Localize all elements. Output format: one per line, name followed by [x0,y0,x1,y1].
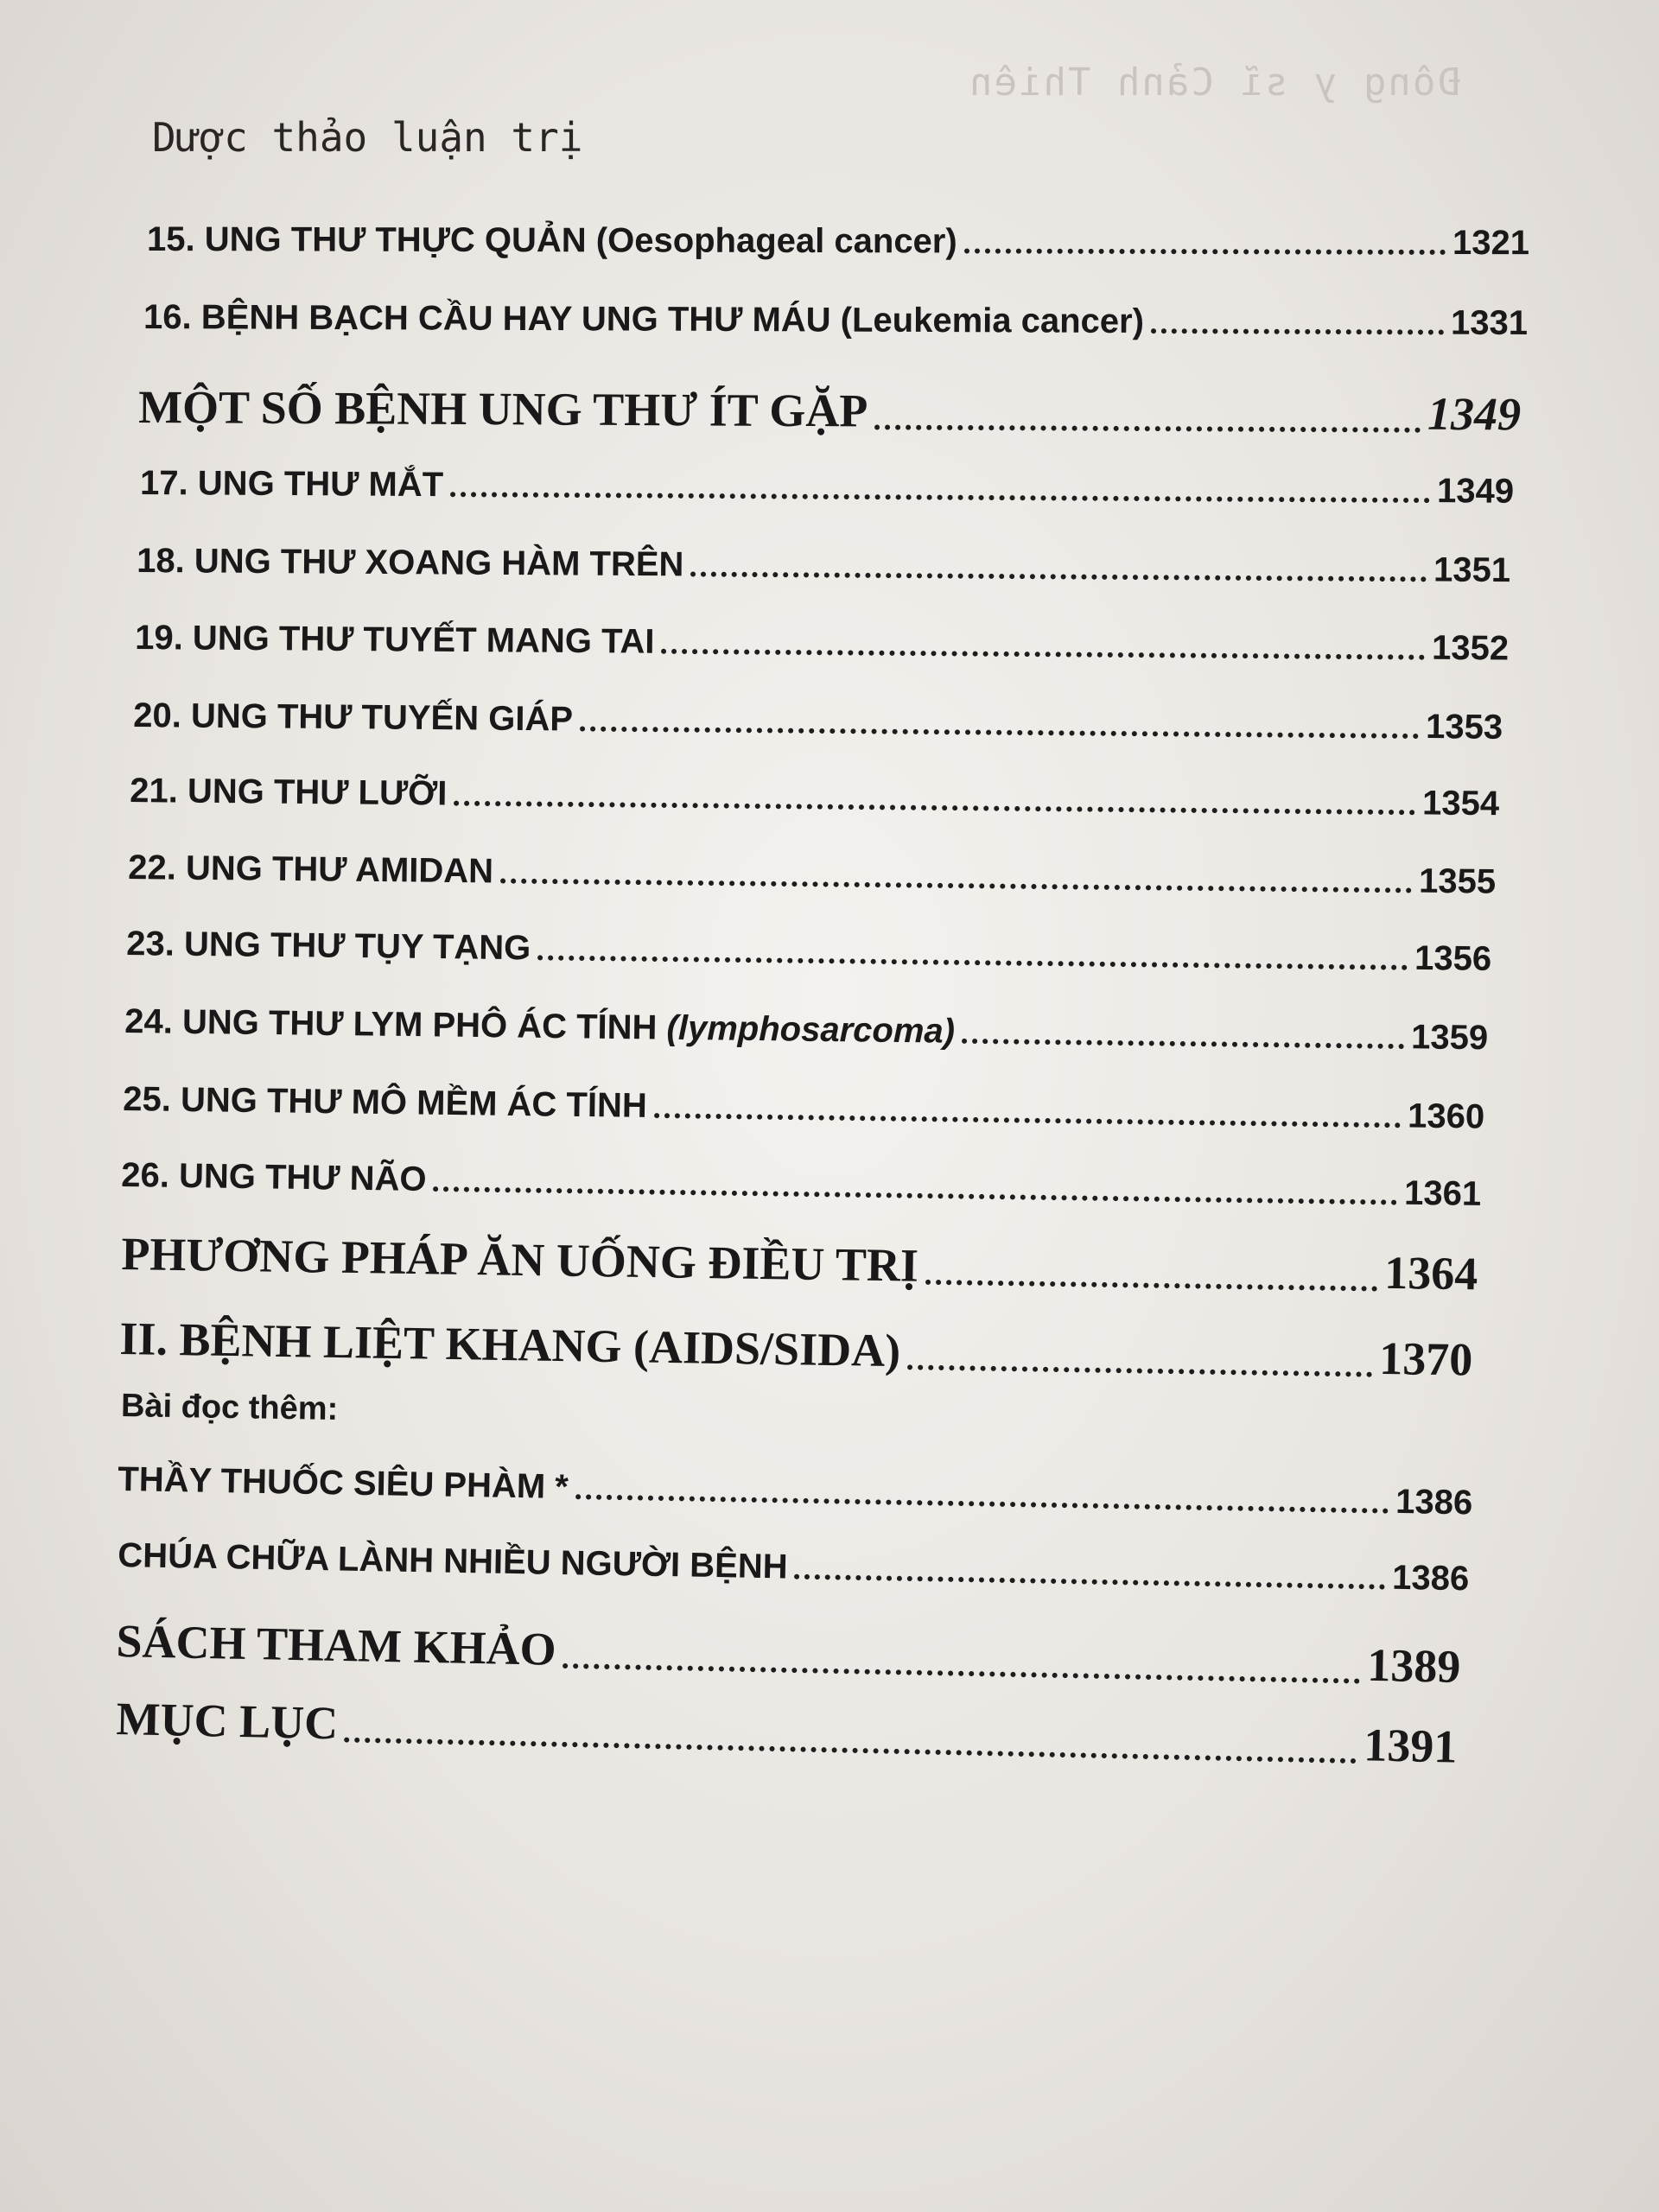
dot-leader [450,492,1430,503]
toc-entry[interactable] [135,619,1509,668]
bleed-through-header: Đông y sĩ Cảnh Thiên [968,60,1460,105]
toc-entry-page: 1386 [1395,1482,1473,1522]
toc-entry-title: 18. UNG THƯ XOANG HÀM TRÊN [137,542,684,584]
toc-entry[interactable] [126,925,1491,979]
toc-entry-title: 21. UNG THƯ LƯỠI [130,772,448,813]
dot-leader [580,727,1419,739]
toc-entry[interactable] [133,696,1503,747]
toc-entry-title: SÁCH THAM KHẢO [116,1615,557,1675]
toc-entry-title: II. BỆNH LIỆT KHANG (AIDS/SIDA) [119,1313,901,1377]
toc-entry-page: 1349 [1427,387,1522,441]
toc-entry-page: 1349 [1436,472,1515,511]
toc-entry-page: 1361 [1403,1173,1482,1213]
extra-reading-label: Bài đọc thêm: [120,1388,339,1427]
toc-entry-title: 17. UNG THƯ MẮT [140,464,444,505]
dot-leader [794,1574,1385,1590]
toc-entry-page: 1359 [1410,1018,1489,1058]
toc-entry-title: CHÚA CHỮA LÀNH NHIỀU NGƯỜI BỆNH [118,1536,788,1586]
dot-leader [454,801,1415,816]
toc-entry[interactable] [124,1002,1488,1058]
dot-leader [433,1186,1397,1205]
toc-entry-title: 26. UNG THƯ NÃO [121,1156,427,1198]
toc-entry-title: 23. UNG THƯ TỤY TẠNG [126,925,531,968]
dot-leader [537,955,1408,969]
toc-entry-title: 20. UNG THƯ TUYẾN GIÁP [133,696,574,739]
dot-leader [500,879,1412,893]
dot-leader [661,649,1425,660]
toc-entry-page: 1391 [1363,1719,1458,1773]
toc-entry-page: 1331 [1451,303,1529,342]
toc-entry[interactable] [123,1080,1484,1137]
toc-entry-title: MỤC LỤC [116,1693,339,1750]
toc-entry[interactable] [147,220,1529,263]
toc-entry[interactable] [118,1536,1470,1599]
dot-leader [907,1364,1372,1376]
dot-leader [925,1280,1377,1292]
toc-section-heading[interactable] [138,380,1521,441]
dot-leader [575,1494,1389,1513]
toc-entry-title: MỘT SỐ BỆNH UNG THƯ ÍT GẶP [138,381,868,437]
dot-leader [345,1738,1357,1764]
toc-entry-title: 24. UNG THƯ LYM PHÔ ÁC TÍNH (lymphosarcoma) [124,1002,956,1051]
toc-entry-title: PHƯƠNG PHÁP ĂN UỐNG ĐIỀU TRỊ [121,1228,919,1292]
toc-entry-page: 1354 [1421,784,1500,823]
toc-entry[interactable] [137,542,1510,590]
dot-leader [962,1039,1404,1049]
toc-entry-page: 1321 [1452,223,1530,263]
running-head: Dược thảo luận trị [152,114,583,161]
dot-leader [563,1663,1360,1684]
dot-leader [874,424,1421,432]
toc-entry-page: 1360 [1407,1096,1485,1136]
toc-section-heading[interactable] [116,1614,1461,1694]
toc-entry-page: 1364 [1383,1246,1478,1300]
dot-leader [690,571,1427,582]
toc-entry-page: 1389 [1366,1638,1461,1693]
toc-entry[interactable] [118,1460,1473,1522]
toc-entry-title: THẦY THUỐC SIÊU PHÀM * [118,1460,569,1507]
toc-section-heading[interactable] [119,1312,1473,1387]
toc-entry-page: 1355 [1418,861,1497,901]
toc-entry[interactable] [130,772,1499,823]
toc-entry[interactable] [128,849,1496,902]
toc-section-heading[interactable] [121,1227,1478,1300]
toc-entry[interactable] [121,1156,1481,1214]
dot-leader [1151,328,1444,334]
toc-section-heading[interactable] [116,1692,1458,1773]
toc-entry-page: 1352 [1431,628,1510,668]
toc-entry-title: 25. UNG THƯ MÔ MỀM ÁC TÍNH [123,1080,648,1125]
toc-entry-page: 1356 [1414,938,1492,978]
toc-entry-title: 19. UNG THƯ TUYẾT MANG TAI [135,619,655,661]
toc-entry-title: 22. UNG THƯ AMIDAN [128,849,494,891]
toc-entry[interactable] [140,464,1514,512]
toc-entry-title: 16. BỆNH BẠCH CẦU HAY UNG THƯ MÁU (Leukemia cancer) [143,298,1145,341]
toc-entry[interactable] [143,298,1528,343]
toc-entry-page: 1386 [1391,1558,1470,1599]
toc-entry-page: 1370 [1378,1332,1473,1386]
dot-leader [654,1113,1401,1128]
dot-leader [964,248,1446,254]
toc-entry-title: 15. UNG THƯ THỰC QUẢN (Oesophageal cancer) [147,220,957,261]
toc-entry-page: 1351 [1433,550,1511,590]
toc-entry-page: 1353 [1425,708,1503,747]
